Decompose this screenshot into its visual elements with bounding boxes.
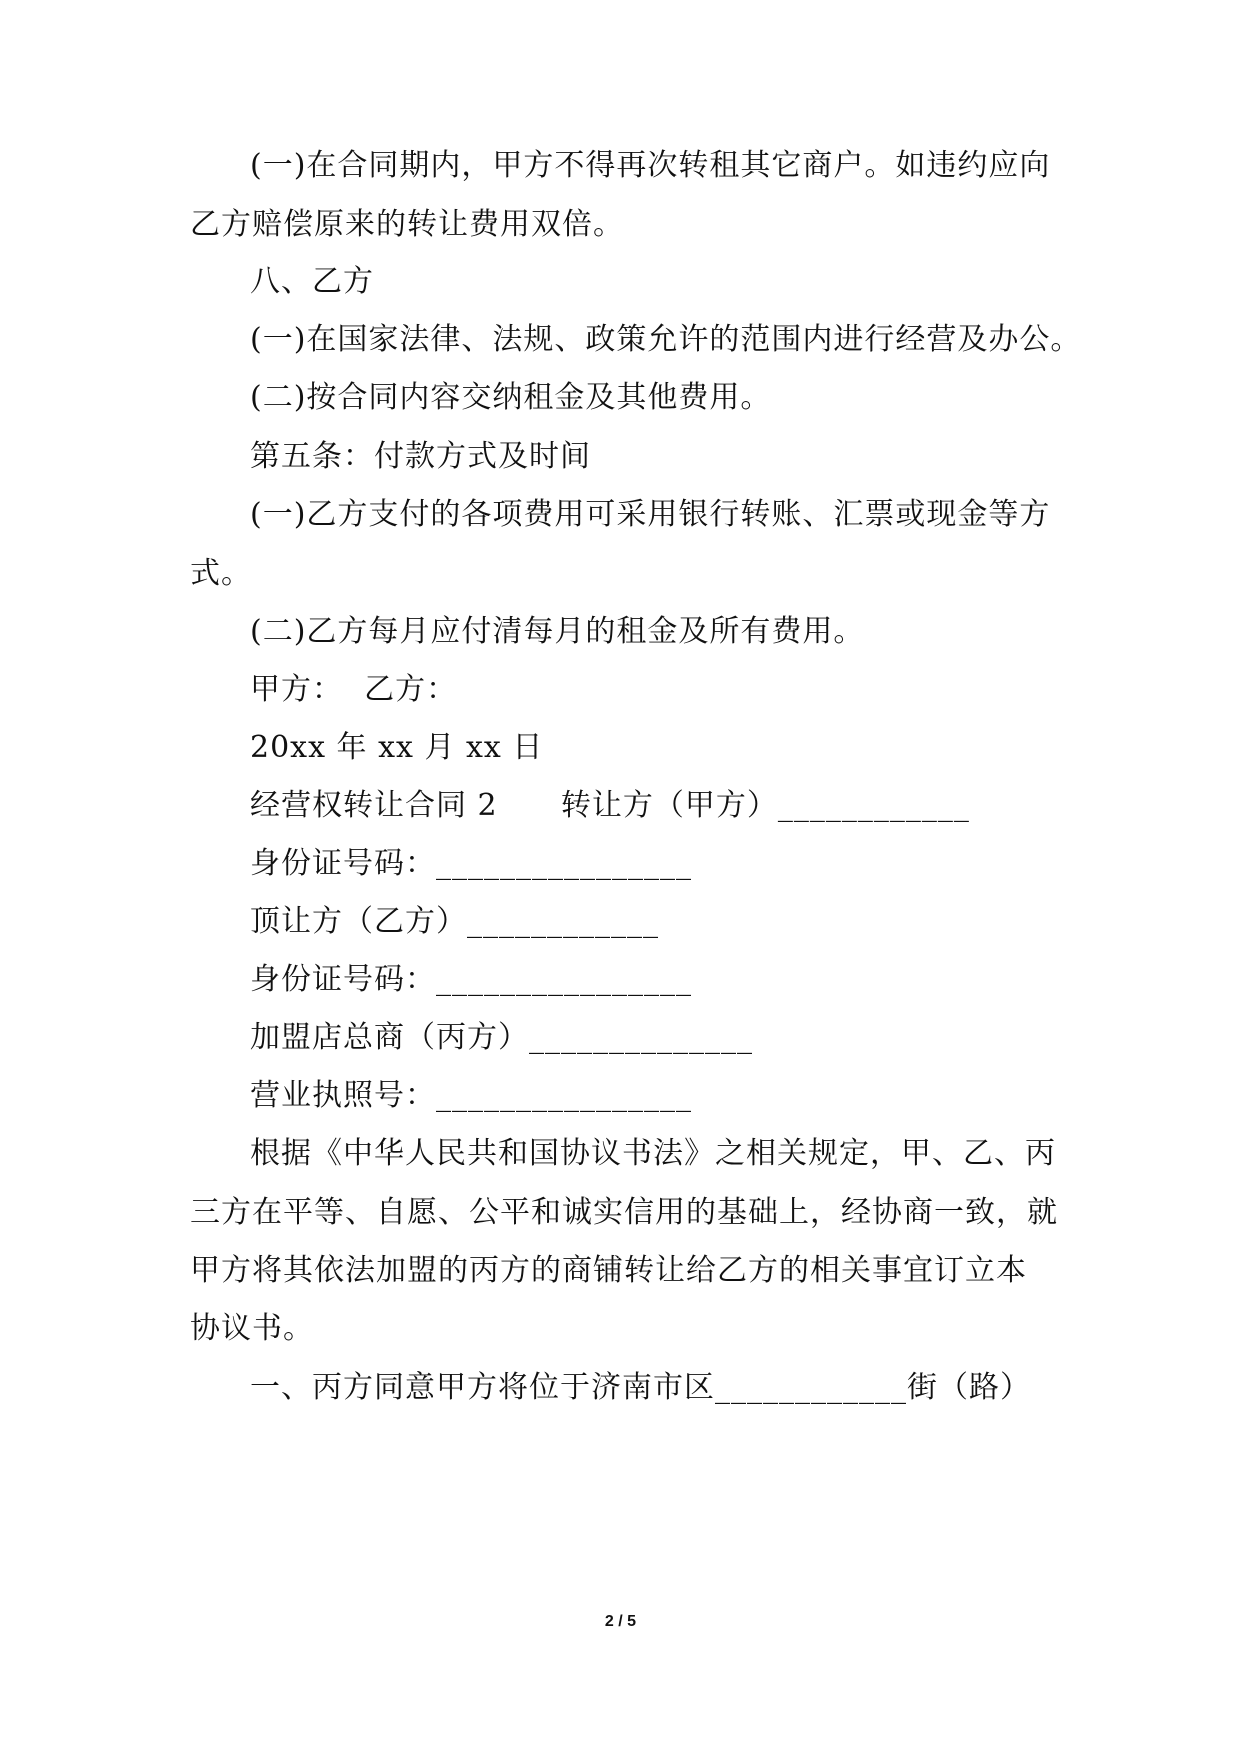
party-c-field: 加盟店总商（丙方）______________: [250, 1020, 753, 1055]
signature-parties: 甲方： 乙方：: [250, 672, 458, 707]
text-line: 式。: [190, 556, 252, 591]
contract-title-line: 经营权转让合同 2 转让方（甲方）____________: [250, 788, 970, 823]
text-line: 根据《中华人民共和国协议书法》之相关规定，甲、乙、丙: [250, 1136, 1056, 1171]
text-line: (一)乙方支付的各项费用可采用银行转账、汇票或现金等方: [250, 497, 1051, 532]
text-line: (二)按合同内容交纳租金及其他费用。: [250, 380, 772, 415]
date-line: 20xx 年 xx 月 xx 日: [250, 730, 544, 765]
id-number-field: 身份证号码：________________: [250, 846, 692, 881]
text-line: 一、丙方同意甲方将位于济南市区____________街（路）: [250, 1370, 1031, 1405]
section-heading: 第五条：付款方式及时间: [250, 439, 591, 474]
text-line: 乙方赔偿原来的转让费用双倍。: [190, 207, 624, 242]
id-number-field: 身份证号码：________________: [250, 962, 692, 997]
text-line: (二)乙方每月应付清每月的租金及所有费用。: [250, 614, 865, 649]
party-b-field: 顶让方（乙方）____________: [250, 904, 659, 939]
text-line: (一)在合同期内，甲方不得再次转租其它商户。如违约应向: [250, 148, 1051, 183]
text-line: 三方在平等、自愿、公平和诚实信用的基础上，经协商一致，就: [190, 1195, 1058, 1230]
text-line: 甲方将其依法加盟的丙方的商铺转让给乙方的相关事宜订立本: [190, 1253, 1027, 1288]
section-heading: 八、乙方: [250, 264, 374, 299]
text-line: (一)在国家法律、法规、政策允许的范围内进行经营及办公。: [250, 322, 1082, 357]
business-license-field: 营业执照号：________________: [250, 1078, 692, 1113]
text-line: 协议书。: [190, 1311, 314, 1346]
page-number: 2 / 5: [604, 1613, 637, 1630]
